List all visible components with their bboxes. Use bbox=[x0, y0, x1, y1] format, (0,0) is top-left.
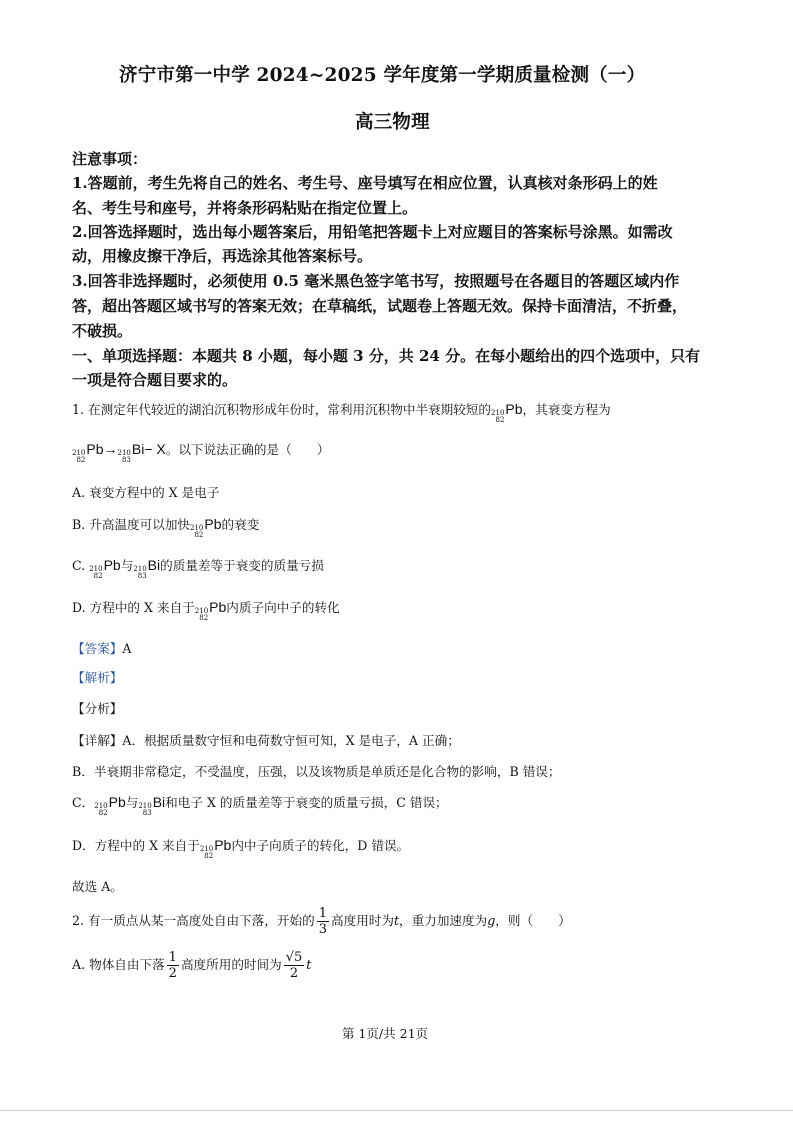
q1-stem-text-c: 。以下说法正确的是（ ） bbox=[165, 442, 330, 457]
answer-line bbox=[72, 638, 131, 657]
nuclide-mass: 210 bbox=[89, 565, 103, 573]
nuclide-charge: 82 bbox=[194, 531, 204, 539]
analysis-tag: 【解析】 bbox=[72, 670, 123, 685]
nuclide-charge: 83 bbox=[142, 809, 152, 817]
fraction-numerator: 1 bbox=[318, 906, 327, 921]
q1-option-a: A. 衰变方程中的 X 是电子 bbox=[72, 485, 220, 500]
q1-option-b-text-pre: B. 升高温度可以加快 bbox=[72, 517, 191, 532]
q1-option-c-text-pre: C. bbox=[72, 558, 90, 573]
nuclide-mass: 210 bbox=[117, 449, 131, 457]
notice-line-6: 答，超出答题区域书写的答案无效；在草稿纸，试题卷上答题无效。保持卡面清洁，不折叠， bbox=[72, 297, 688, 315]
nuclide-pb210 bbox=[190, 516, 222, 539]
page-bottom-divider bbox=[0, 1110, 793, 1111]
notice-line-1: 1.答题前，考生先将自己的姓名、考生号、座号填写在相应位置，认真核对条形码上的姓 bbox=[72, 174, 658, 192]
reaction-minus-x: − X bbox=[144, 441, 166, 457]
variable-t: t bbox=[393, 913, 400, 928]
nuclide-pb210 bbox=[94, 794, 126, 817]
variable-g: g bbox=[487, 913, 496, 928]
nuclide-charge: 82 bbox=[98, 809, 108, 817]
exam-title: 济宁市第一中学 2024~2025 学年度第一学期质量检测（一） bbox=[119, 65, 646, 86]
notice-heading: 注意事项： bbox=[72, 150, 148, 168]
notice-line-5: 3.回答非选择题时，必须使用 0.5 毫米黑色签字笔书写，按照题号在各题目的答题区域内作 bbox=[72, 272, 680, 290]
exam-subject: 高三物理 bbox=[355, 112, 430, 133]
nuclide-symbol: Bi bbox=[131, 441, 145, 457]
fraction-denominator: 3 bbox=[318, 922, 327, 937]
nuclide-mass: 210 bbox=[94, 802, 108, 810]
detail-c-text-post: 和电子 X 的质量差等于衰变的质量亏损，C 错误； bbox=[165, 795, 448, 810]
answer-value: A bbox=[122, 641, 132, 656]
fraction-one-half bbox=[167, 950, 179, 981]
q2-stem-text-c: ，重力加速度为 bbox=[399, 913, 488, 928]
q2-option-a-text-mid: 高度所用的时间为 bbox=[180, 957, 282, 972]
q1-stem-line-1 bbox=[72, 399, 611, 424]
nuclide-symbol: Bi bbox=[152, 794, 166, 810]
detail-tag: 【详解】 bbox=[72, 733, 123, 748]
nuclide-mass: 210 bbox=[199, 845, 214, 853]
nuclide-bi210 bbox=[118, 441, 145, 464]
nuclide-charge: 82 bbox=[204, 852, 214, 860]
nuclide-mass: 210 bbox=[194, 607, 209, 615]
nuclide-bi210 bbox=[133, 557, 160, 580]
page-number: 第 1页/共 21页 bbox=[342, 1026, 429, 1041]
nuclide-symbol: Pb bbox=[209, 599, 227, 615]
nuclide-mass: 210 bbox=[138, 802, 152, 810]
nuclide-symbol: Pb bbox=[108, 794, 126, 810]
nuclide-charge: 83 bbox=[121, 456, 131, 464]
nuclide-symbol: Bi bbox=[147, 557, 161, 573]
detail-c-text-mid: 与 bbox=[125, 795, 139, 810]
fraction-denominator: 2 bbox=[289, 966, 299, 981]
detail-a-text: A．根据质量数守恒和电荷数守恒可知，X 是电子，A 正确； bbox=[122, 733, 460, 748]
detail-d-text-pre: D．方程中的 X 来自于 bbox=[72, 838, 200, 853]
nuclide-charge: 82 bbox=[495, 416, 505, 424]
answer-tag: 【答案】 bbox=[72, 641, 123, 656]
section-heading-line-1: 一、单项选择题：本题共 8 小题，每小题 3 分，共 24 分。在每小题给出的四个选项中，只有 bbox=[72, 347, 701, 365]
conclusion: 故选 A。 bbox=[72, 879, 123, 894]
nuclide-charge: 82 bbox=[76, 456, 86, 464]
q2-stem-text-b: 高度用时为 bbox=[331, 913, 394, 928]
q2-option-a bbox=[72, 950, 311, 981]
variable-t: t bbox=[306, 957, 312, 972]
q1-option-d-text-pre: D. 方程中的 X 来自于 bbox=[72, 600, 195, 615]
nuclide-symbol: Pb bbox=[103, 557, 121, 573]
fraction-numerator: √5 bbox=[285, 950, 303, 965]
notice-line-7: 不破损。 bbox=[72, 322, 133, 340]
nuclide-charge: 83 bbox=[137, 572, 147, 580]
q2-stem-text-a: 2. 有一质点从某一高度处自由下落，开始的 bbox=[72, 913, 315, 928]
fenxi-tag: 【分析】 bbox=[72, 701, 123, 716]
q1-option-d-text-post: 内质子向中子的转化 bbox=[226, 600, 340, 615]
q2-stem bbox=[72, 906, 571, 937]
nuclide-pb210 bbox=[89, 557, 121, 580]
q1-option-c bbox=[72, 555, 324, 580]
notice-line-2: 名、考生号和座号，并将条形码粘贴在指定位置上。 bbox=[72, 199, 418, 217]
q1-stem-text-b: ，其衰变方程为 bbox=[522, 402, 611, 417]
q1-equation-line bbox=[72, 439, 329, 464]
reaction-arrow: → bbox=[103, 441, 118, 457]
nuclide-charge: 82 bbox=[93, 572, 103, 580]
q1-option-b-text-post: 的衰变 bbox=[221, 517, 260, 532]
q2-stem-text-d: ，则（ ） bbox=[495, 913, 571, 928]
nuclide-pb210 bbox=[491, 401, 523, 424]
fraction-denominator: 2 bbox=[168, 966, 177, 981]
detail-line-a bbox=[72, 730, 460, 749]
nuclide-charge: 82 bbox=[199, 614, 209, 622]
notice-line-3: 2.回答选择题时，选出每小题答案后，用铅笔把答题卡上对应题目的答案标号涂黑。如需改 bbox=[72, 223, 673, 241]
detail-c-text-pre: C． bbox=[72, 795, 95, 810]
q1-option-d bbox=[72, 597, 340, 622]
detail-line-d bbox=[72, 835, 409, 860]
detail-line-c bbox=[72, 792, 448, 817]
nuclide-pb210 bbox=[200, 837, 232, 860]
notice-line-4: 动，用橡皮擦干净后，再选涂其他答案标号。 bbox=[72, 247, 373, 265]
nuclide-mass: 210 bbox=[491, 409, 505, 417]
nuclide-mass: 210 bbox=[190, 524, 204, 532]
nuclide-symbol: Pb bbox=[505, 401, 523, 417]
nuclide-pb210 bbox=[195, 599, 227, 622]
q1-option-c-text-post: 的质量差等于衰变的质量亏损 bbox=[160, 558, 324, 573]
nuclide-symbol: Pb bbox=[214, 837, 232, 853]
q2-option-a-text-pre: A. 物体自由下落 bbox=[72, 957, 165, 972]
fraction-one-third bbox=[317, 906, 329, 937]
nuclide-mass: 210 bbox=[72, 449, 86, 457]
detail-d-text-post: 内中子向质子的转化，D 错误。 bbox=[231, 838, 410, 853]
fraction-numerator: 1 bbox=[168, 950, 177, 965]
detail-line-b: B．半衰期非常稳定，不受温度，压强，以及该物质是单质还是化合物的影响，B 错误； bbox=[72, 764, 561, 779]
nuclide-pb210 bbox=[72, 441, 104, 464]
q1-option-b bbox=[72, 514, 259, 539]
nuclide-bi210 bbox=[138, 794, 165, 817]
nuclide-symbol: Pb bbox=[204, 516, 222, 532]
section-heading-line-2: 一项是符合题目要求的。 bbox=[72, 371, 238, 389]
q1-option-c-text-mid: 与 bbox=[120, 558, 134, 573]
nuclide-symbol: Pb bbox=[86, 441, 104, 457]
q1-stem-text-a: 1. 在测定年代较近的湖泊沉积物形成年份时，常利用沉积物中半衰期较短的 bbox=[72, 402, 492, 417]
fraction-sqrt5-over-2 bbox=[284, 950, 305, 981]
nuclide-mass: 210 bbox=[133, 565, 147, 573]
